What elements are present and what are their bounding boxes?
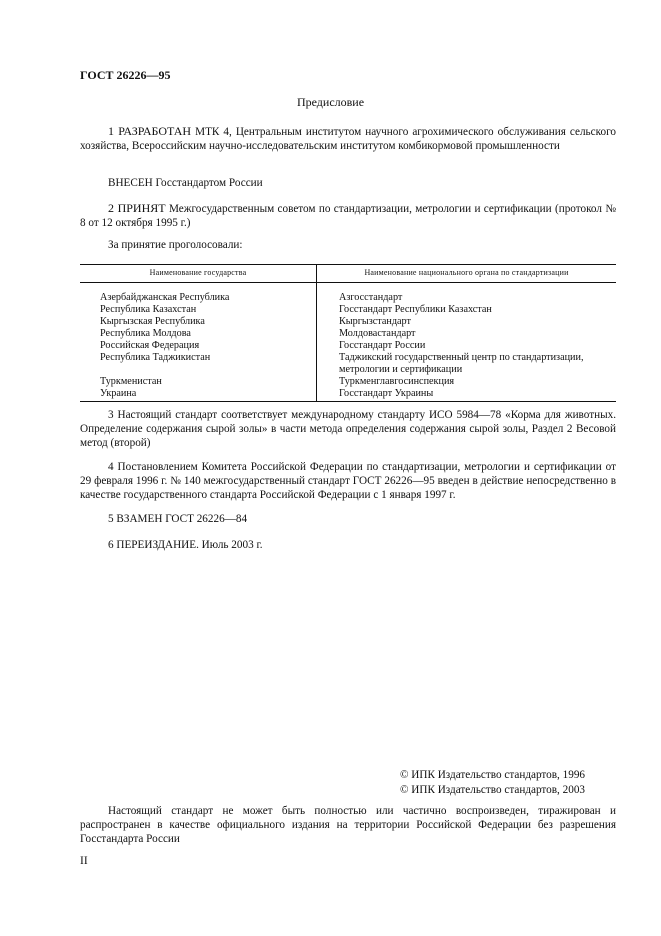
item-5-text: ГОСТ 26226—84 [165,513,248,525]
cell-body: Госстандарт России [339,340,426,351]
voted-label: За принятие проголосовали: [108,239,243,251]
reproduction-notice: Настоящий стандарт не может быть полностью или частично воспроизведен, тиражирован и распространен в качестве официального издания на территории Российской Федерации без разрешения Госстандарта России [80,805,616,845]
cell-body: Туркменглавгосинспекция [339,376,455,387]
table-row [80,340,616,352]
cell-body: Госстандарт Украины [317,388,617,402]
cell-state: Российская Федерация [80,340,317,352]
cell-body: Азгосстандарт [339,292,403,303]
item-6-lead: 6 ПЕРЕИЗДАНИЕ. [108,539,199,551]
header-standards-body: Наименование национального органа по стандартизации [317,265,617,283]
item-6-reissue [108,538,263,552]
cell-state: Республика Таджикистан [80,352,317,376]
table-row [80,283,616,305]
item-2-text: Межгосударственным советом по стандартизации, метрологии и сертификации (протокол № 8 от 12 октября 1995 г.) [80,203,616,229]
table-row [80,304,616,316]
table-row [80,352,616,376]
cell-state: Украина [80,388,317,402]
table-row [80,376,616,388]
introduced-text: Госстандартом России [155,177,263,189]
item-5-replaces [108,512,247,526]
table-row [80,328,616,340]
item-1-developed [80,124,616,153]
cell-body: Таджикский государственный центр по стандартизации, метрологии и сертификации [339,352,584,375]
item-1-lead: 1 РАЗРАБОТАН [108,124,192,138]
item-1-text: МТК 4, Центральным институтом научного агрохимического обслуживания сельского хозяйства, Всероссийским научно-исследовательским институтом комбикормовой промышленности [80,126,616,152]
document-code: ГОСТ 26226—95 [80,68,171,82]
cell-state: Республика Молдова [80,328,317,340]
cell-body: Кыргызстандарт [339,316,411,327]
cell-state: Туркменистан [80,376,317,388]
cell-state: Кыргызская Республика [80,316,317,328]
cell-state: Республика Казахстан [80,304,317,316]
item-2-adopted [80,201,616,230]
header-state: Наименование государства [80,265,317,283]
table-header-row [80,265,616,283]
item-5-lead: 5 ВЗАМЕН [108,513,163,525]
table-row [80,388,616,402]
item-4-resolution: 4 Постановлением Комитета Российской Федерации по стандартизации, метрологии и сертификации от 29 февраля 1996 г. № 140 межгосударственный стандарт ГОСТ 26226—95 введен в действие непосредственно в качестве государственного стандарта Российской Федерации с 1 января 1997 г. [80,461,616,501]
copyright-line-2003: © ИПК Издательство стандартов, 2003 [400,784,586,796]
voting-table [80,264,616,402]
introduced-by [108,176,263,190]
copyright-line-1996: © ИПК Издательство стандартов, 1996 [400,769,586,781]
table-row [80,316,616,328]
cell-state: Азербайджанская Республика [80,283,317,305]
introduced-lead: ВНЕСЕН [108,177,153,189]
preface-heading: Предисловие [296,95,365,109]
item-3-iso-correspondence: 3 Настоящий стандарт соответствует международному стандарту ИСО 5984—78 «Корма для животных. Определение содержания сырой золы» в части метода определения содержания сырой золы, Раздел 2 Весовой метод (второй) [80,409,616,449]
cell-body: Госстандарт Республики Казахстан [339,304,492,315]
page-number: II [80,855,88,867]
cell-body: Молдовастандарт [339,328,416,339]
item-6-text: Июль 2003 г. [201,539,263,551]
item-2-lead: 2 ПРИНЯТ [108,201,166,215]
